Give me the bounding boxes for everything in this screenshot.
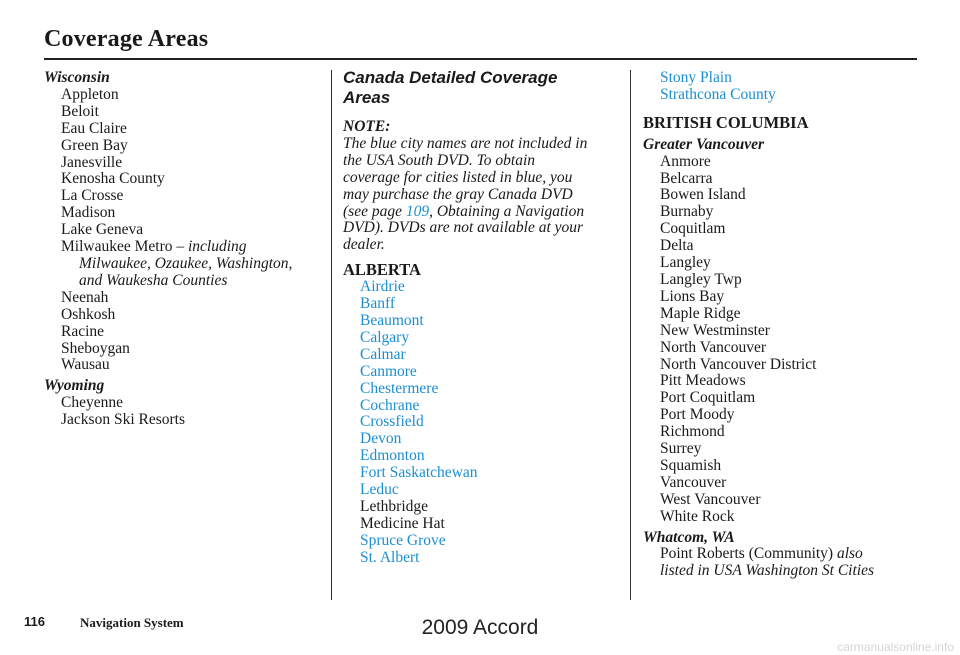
list-item: Kenosha County — [61, 170, 165, 188]
alberta-list — [343, 279, 618, 566]
column-divider-2 — [630, 70, 631, 600]
alberta-heading: ALBERTA — [343, 260, 421, 280]
greater-vancouver-list — [643, 154, 923, 526]
list-item: Chestermere — [360, 379, 439, 397]
list-item: Strathcona County — [660, 85, 776, 103]
column-1 — [44, 70, 314, 429]
title-rule — [44, 58, 917, 60]
list-item: Lake Geneva — [61, 221, 144, 239]
list-item: Anmore — [660, 152, 711, 170]
list-item: Leduc — [360, 481, 399, 499]
list-item: Medicine Hat — [360, 514, 445, 532]
list-item: White Rock — [660, 507, 735, 525]
note-line: The blue city names are not included in — [343, 134, 588, 152]
site-watermark: carmanualsonline.info — [837, 640, 954, 654]
milwaukee-label: Milwaukee Metro – — [61, 238, 188, 256]
british-columbia-heading: BRITISH COLUMBIA — [643, 112, 809, 132]
page-link-109[interactable]: 109 — [405, 202, 430, 220]
list-item: Pitt Meadows — [660, 372, 746, 390]
list-item: St. Albert — [360, 548, 420, 566]
list-item: Lions Bay — [660, 287, 725, 305]
list-item: Beloit — [61, 102, 99, 120]
list-item: Coquitlam — [660, 220, 726, 238]
list-item: Canmore — [360, 362, 417, 380]
list-item: West Vancouver — [660, 490, 761, 508]
list-item: Neenah — [61, 288, 109, 306]
list-item: Racine — [61, 322, 105, 340]
list-item: Burnaby — [660, 203, 714, 221]
list-item: Langley — [660, 254, 711, 272]
section-title-line: Canada Detailed Coverage — [343, 68, 558, 87]
list-item: Jackson Ski Resorts — [61, 411, 185, 429]
note-line — [343, 204, 618, 221]
list-item: Belcarra — [660, 169, 713, 187]
point-roberts-label: Point Roberts (Community) — [660, 545, 837, 563]
whatcom-heading: Whatcom, WA — [643, 528, 735, 546]
list-item: Richmond — [660, 423, 725, 441]
list-item: North Vancouver — [660, 338, 767, 356]
list-item: Airdrie — [360, 278, 405, 296]
list-item: Madison — [61, 204, 116, 222]
list-item: Edmonton — [360, 447, 425, 465]
point-roberts-note: also — [836, 545, 863, 563]
section-title — [343, 68, 618, 108]
note-line: dealer. — [343, 236, 385, 254]
list-item: Lethbridge — [360, 497, 429, 515]
list-item: New Westminster — [660, 321, 770, 339]
milwaukee-note-line: Milwaukee, Ozaukee, Washington, — [79, 254, 293, 272]
list-item: Cochrane — [360, 396, 420, 414]
note-line: the USA South DVD. To obtain — [343, 151, 536, 169]
wisconsin-heading: Wisconsin — [44, 69, 110, 86]
wyoming-heading: Wyoming — [44, 377, 105, 395]
list-item: Janesville — [61, 153, 123, 171]
list-item: Appleton — [61, 85, 119, 103]
list-item: Banff — [360, 295, 396, 313]
column-3 — [643, 70, 923, 580]
list-item: Cheyenne — [61, 394, 123, 412]
list-item: Maple Ridge — [660, 304, 741, 322]
list-item: Port Moody — [660, 406, 735, 424]
note-fragment: , Obtaining a Navigation — [429, 202, 585, 220]
list-item: North Vancouver District — [660, 355, 817, 373]
page-number: 116 — [24, 614, 45, 629]
list-item: Calgary — [360, 328, 410, 346]
column-divider-1 — [331, 70, 332, 600]
list-item: Fort Saskatchewan — [360, 464, 478, 482]
list-item: Bowen Island — [660, 186, 746, 204]
list-item: Devon — [360, 430, 402, 448]
footer-label: Navigation System — [80, 615, 184, 630]
note-line: coverage for cities listed in blue, you — [343, 168, 573, 186]
list-item: Oshkosh — [61, 305, 116, 323]
list-item: Wausau — [61, 356, 110, 374]
list-item: Squamish — [660, 456, 722, 474]
column-2 — [343, 70, 618, 567]
list-item: Stony Plain — [660, 69, 732, 86]
milwaukee-note: including — [187, 238, 247, 256]
list-item: La Crosse — [61, 187, 124, 205]
watermark: 2009 Accord — [421, 616, 539, 639]
greater-vancouver-heading: Greater Vancouver — [643, 135, 764, 153]
section-title-line: Areas — [343, 88, 391, 107]
list-item: Beaumont — [360, 311, 424, 329]
page-title: Coverage Areas — [44, 26, 209, 52]
list-item: Port Coquitlam — [660, 389, 756, 407]
note-line: may purchase the gray Canada DVD — [343, 185, 573, 203]
list-item: Spruce Grove — [360, 531, 446, 549]
list-item: Vancouver — [660, 473, 727, 491]
wyoming-list — [44, 395, 314, 429]
list-item: Green Bay — [61, 136, 128, 154]
list-item-point-roberts — [643, 546, 923, 563]
point-roberts-note-line: listed in USA Washington St Cities — [660, 562, 875, 580]
list-item: Surrey — [660, 440, 702, 458]
note-fragment: (see page — [343, 202, 406, 220]
list-item: Eau Claire — [61, 119, 127, 137]
milwaukee-note-line: and Waukesha Counties — [79, 271, 228, 289]
note-line: DVD). DVDs are not available at your — [343, 219, 584, 237]
list-item: Langley Twp — [660, 270, 742, 288]
list-item: Crossfield — [360, 413, 424, 431]
list-item: Sheboygan — [61, 339, 130, 357]
list-item: Calmar — [360, 345, 406, 363]
note-label: NOTE: — [343, 118, 391, 135]
note-text — [343, 136, 618, 254]
list-item: Delta — [660, 237, 694, 255]
wisconsin-list — [44, 87, 314, 374]
list-item-milwaukee — [44, 239, 314, 256]
